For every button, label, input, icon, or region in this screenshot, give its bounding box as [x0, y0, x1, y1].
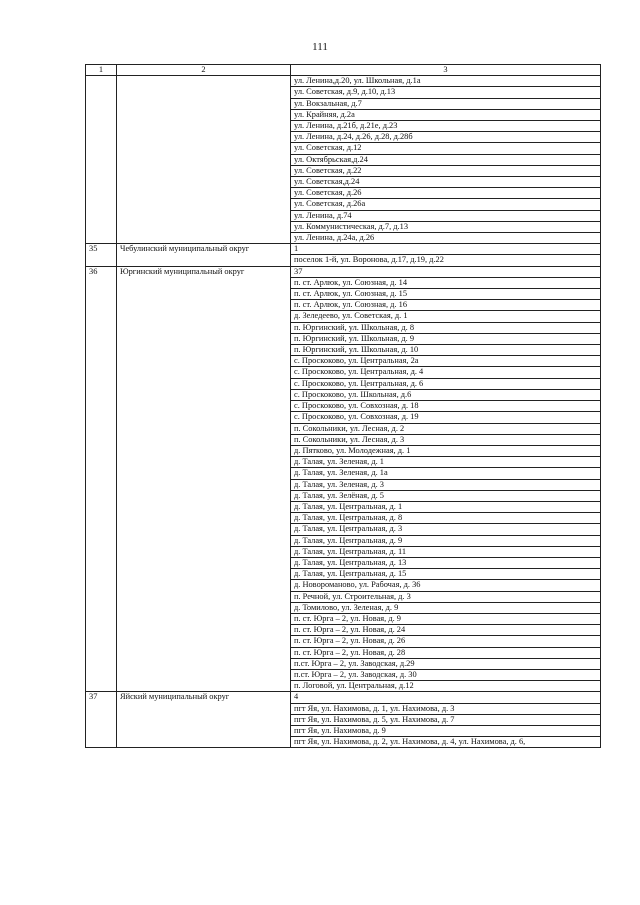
address-cell: п. Логовой, ул. Центральная, д.12 [291, 681, 601, 692]
address-cell: поселок 1-й, ул. Воронова, д.17, д.19, д.22 [291, 255, 601, 266]
address-cell: д. Талая, ул. Зеленая, д. 1 [291, 457, 601, 468]
address-cell: п. ст. Юрга – 2, ул. Новая, д. 24 [291, 625, 601, 636]
table-header-row [86, 65, 601, 76]
address-cell: п. ст. Юрга – 2, ул. Новая, д. 28 [291, 647, 601, 658]
address-cell: д. Талая, ул. Центральная, д. 1 [291, 501, 601, 512]
address-cell: п.ст. Юрга – 2, ул. Заводская, д. 30 [291, 669, 601, 680]
district-name-cell: Юргинский муниципальный округ [117, 266, 291, 692]
header-col-3: 3 [291, 65, 601, 76]
table-row [86, 692, 601, 703]
address-cell: д. Талая, ул. Зеленая, д. 3 [291, 479, 601, 490]
address-cell: с. Проскоково, ул. Совхозная, д. 19 [291, 412, 601, 423]
district-number-cell: 36 [86, 266, 117, 692]
address-cell: д. Талая, ул. Центральная, д. 13 [291, 557, 601, 568]
district-number-cell: 37 [86, 692, 117, 748]
address-cell: с. Проскоково, ул. Совхозная, д. 18 [291, 401, 601, 412]
address-cell: пгт Яя, ул. Нахимова, д. 9 [291, 725, 601, 736]
address-cell: ул. Советская, д.9, д.10, д.13 [291, 87, 601, 98]
address-cell: с. Проскоково, ул. Школьная, д.6 [291, 389, 601, 400]
address-cell: с. Проскоково, ул. Центральная, д. 6 [291, 378, 601, 389]
district-name-cell: Чебулинский муниципальный округ [117, 244, 291, 266]
address-cell: с. Проскоково, ул. Центральная, 2а [291, 356, 601, 367]
address-cell: п. Юргинский, ул. Школьная, д. 8 [291, 322, 601, 333]
address-cell: ул. Вокзальная, д.7 [291, 98, 601, 109]
address-cell: д. Талая, ул. Центральная, д. 15 [291, 569, 601, 580]
address-cell: д. Пятково, ул. Молодежная, д. 1 [291, 445, 601, 456]
address-count-cell: 1 [291, 244, 601, 255]
table-row [86, 76, 601, 87]
address-cell: ул. Советская, д.26 [291, 188, 601, 199]
address-cell: п. Речной, ул. Строительная, д. 3 [291, 591, 601, 602]
address-cell: д. Талая, ул. Центральная, д. 11 [291, 546, 601, 557]
address-cell: пгт Яя, ул. Нахимова, д. 1, ул. Нахимова, д. 3 [291, 703, 601, 714]
address-cell: п. ст. Арлюк, ул. Союзная, д. 16 [291, 300, 601, 311]
address-cell: п. Юргинский, ул. Школьная, д. 9 [291, 333, 601, 344]
address-cell: п. ст. Арлюк, ул. Союзная, д. 14 [291, 277, 601, 288]
address-cell: д. Зеледеево, ул. Советская, д. 1 [291, 311, 601, 322]
districts-table [85, 64, 601, 748]
address-cell: пгт Яя, ул. Нахимова, д. 2, ул. Нахимова, д. 4, ул. Нахимова, д. 6, [291, 737, 601, 748]
address-cell: ул. Коммунистическая, д.7, д.13 [291, 221, 601, 232]
address-cell: ул. Советская, д.26а [291, 199, 601, 210]
address-cell: д. Талая, ул. Зеленая, д. 1а [291, 468, 601, 479]
district-number-cell: 35 [86, 244, 117, 266]
address-cell: ул. Крайняя, д.2а [291, 109, 601, 120]
district-name-cell: Яйский муниципальный округ [117, 692, 291, 748]
address-cell: п. Юргинский, ул. Школьная, д. 10 [291, 345, 601, 356]
address-count-cell: 37 [291, 266, 601, 277]
table-row [86, 244, 601, 255]
address-cell: ул. Октябрьская,д.24 [291, 154, 601, 165]
address-count-cell: 4 [291, 692, 601, 703]
address-cell: п.ст. Юрга – 2, ул. Заводская, д.29 [291, 658, 601, 669]
table-row [86, 266, 601, 277]
address-cell: п. ст. Юрга – 2, ул. Новая, д. 9 [291, 613, 601, 624]
address-cell: п. Сокольники, ул. Лесная, д. 2 [291, 423, 601, 434]
address-cell: с. Проскоково, ул. Центральная, д. 4 [291, 367, 601, 378]
address-cell: пгт Яя, ул. Нахимова, д. 5, ул. Нахимова, д. 7 [291, 714, 601, 725]
header-col-2: 2 [117, 65, 291, 76]
address-cell: п. Сокольники, ул. Лесная, д. 3 [291, 434, 601, 445]
address-cell: д. Талая, ул. Центральная, д. 8 [291, 513, 601, 524]
page-number: 111 [312, 41, 328, 53]
address-cell: д. Талая, ул. Центральная, д. 3 [291, 524, 601, 535]
address-cell: п. ст. Арлюк, ул. Союзная, д. 15 [291, 289, 601, 300]
address-cell: п. ст. Юрга – 2, ул. Новая, д. 26 [291, 636, 601, 647]
address-cell: ул. Ленина, д.74 [291, 210, 601, 221]
address-cell: ул. Ленина,д.20, ул. Школьная, д.1а [291, 76, 601, 87]
address-cell: ул. Ленина, д.24, д.26, д.28, д.28б [291, 132, 601, 143]
address-cell: д. Талая, ул. Зелёная, д. 5 [291, 490, 601, 501]
continuation-name-cell [117, 76, 291, 244]
address-cell: ул. Ленина, д.21б, д.21е, д.23 [291, 121, 601, 132]
address-cell: ул. Советская, д.12 [291, 143, 601, 154]
address-cell: ул. Ленина, д.24а, д.26 [291, 233, 601, 244]
address-cell: д. Талая, ул. Центральная, д. 9 [291, 535, 601, 546]
address-cell: д. Новороманово, ул. Рабочая, д. 36 [291, 580, 601, 591]
continuation-number-cell [86, 76, 117, 244]
address-cell: д. Томилово, ул. Зеленая, д. 9 [291, 602, 601, 613]
address-cell: ул. Советская,д.24 [291, 177, 601, 188]
address-cell: ул. Советская, д.22 [291, 165, 601, 176]
header-col-1: 1 [86, 65, 117, 76]
